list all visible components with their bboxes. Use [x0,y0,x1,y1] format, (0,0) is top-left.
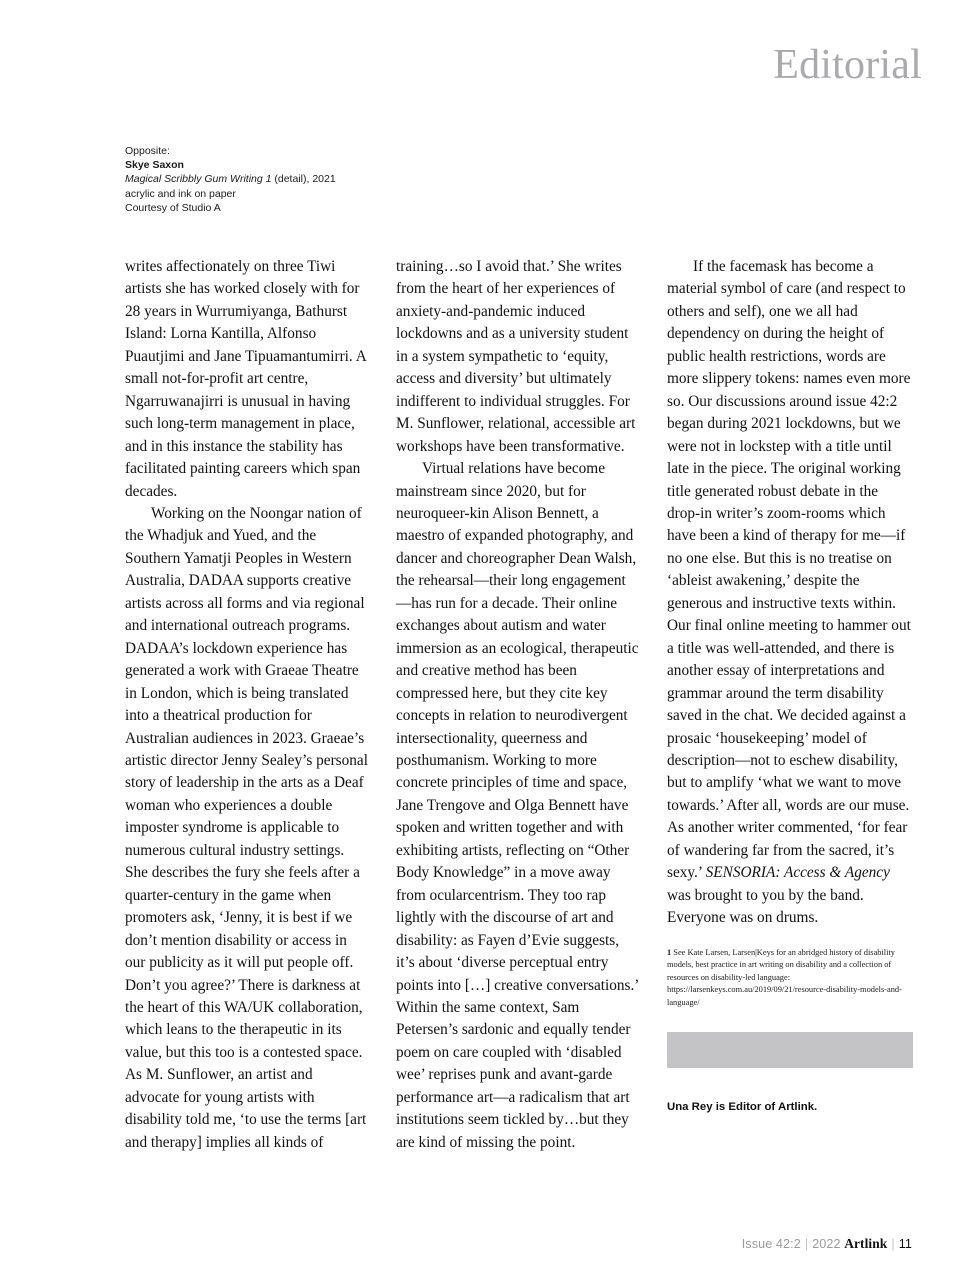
article-column-1 [125,256,370,1154]
paragraph: training…so I avoid that.’ She writes from the heart of her experiences of anxiety-and-pandemic induced lockdowns and as a university student in a system sympathetic to ‘equity, access and diversity’ but ultimately indifferent to individual struggles. For M. Sunflower, relational, accessible art workshops have been transformative. [396,258,636,455]
author-byline: Una Rey is Editor of Artlink. [667,1100,818,1113]
caption-courtesy: Courtesy of Studio A [125,201,221,214]
caption-position-label: Opposite: [125,145,170,157]
footer-separator-2: | [891,1237,895,1251]
caption-artwork-title: Magical Scribbly Gum Writing 1 [125,173,272,186]
article-column-3 [667,256,913,1154]
caption-artist-name: Skye Saxon [125,159,184,172]
footer-separator-1: | [804,1237,809,1251]
masthead [0,44,922,86]
paragraph-part-2: was brought to you by the band. Everyone was on drums. [667,886,864,927]
article-body [125,256,913,1154]
paragraph: writes affectionately on three Tiwi artists she has worked closely with for 28 years in Wurrumiyanga, Bathurst Island: Lorna Kantilla, Alfonso Puautjimi and Jane Tipuamantumirri. A small not-for-profit art centre, Ngarruwanajirri is unusual in having such long-term management in place, and in this instance the stability has facilitated painting careers which span decades. [125,258,366,500]
footer-brand: Artlink [844,1236,888,1251]
caption-artwork-detail: (detail), 2021 [271,173,336,186]
caption-artwork-line [125,172,455,186]
paragraph: Virtual relations have become mainstream since 2020, but for neuroqueer-kin Alison Bennett, a maestro of expanded photography, and dancer and choreographer Dean Walsh, the rehearsal—their long engagement—has run for a decade. Their online exchanges about autism and water immersion as an ecological, therapeutic and creative method has been compressed here, but they cite key concepts in relation to neurodivergent intersectionality, queerness and posthumanism. Working to more concrete principles of time and space, Jane Trengove and Olga Bennett have spoken and written together and with exhibiting artists, reflecting on “Other Body Knowledge” in a move away from ocularcentrism. They too rap lightly with the discourse of art and disability: as Fayen d’Evie suggests, it’s about ‘diverse perceptual entry points into […] creative conversations.’ Within the same context, Sam Petersen’s sardonic and equally tender poem on care coupled with ‘disabled wee’ reprises punk and avant-garde performance art—a radicalism that art institutions seem tickled by…but they are kind of missing the point. [396,460,639,1151]
footnote-number: 1 [667,947,672,957]
image-caption [125,144,455,215]
paragraph-part-1: If the facemask has become a material symbol of care (and respect to others and self), one we all had dependency on during the height of public health restrictions, words are more slippery tokens: names even more so. Our discussions around issue 42:2 began during 2021 lockdowns, but we were not in lockstep with a title until late in the piece. The original working title generated robust debate in the drop-in writer’s zoom-rooms which have been a kind of therapy for me—if no one else. But this is no treatise on ‘ableist awakening,’ despite the generous and instructive texts within. Our final online meeting to hammer out a title was well-attended, and there is another essay of interpretations and grammar around the term disability saved in the chat. We decided against a prosaic ‘housekeeping’ model of description—not to eschew disability, but to amplify ‘what we want to move towards.’ After all, words are our muse. As another writer commented, ‘for fear of wandering far from the sacred, it’s sexy.’ [667,258,911,882]
paragraph: Working on the Noongar nation of the Whadjuk and Yued, and the Southern Yamatji Peoples in Western Australia, DADAA supports creative artists across all forms and via regional and international outreach programs. DADAA’s lockdown experience has generated a work with Graeae Theatre in London, which is being translated into a theatrical production for Australian audiences in 2023. Graeae’s artistic director Jenny Sealey’s personal story of leadership in the arts as a Deaf woman who experiences a double imposter syndrome is applicable to numerous cultural industry settings. She describes the fury she feels after a quarter-century in the game when promoters ask, ‘Jenny, it is best if we don’t mention disability or access in our publicity as it will put people off. Don’t you agree?’ There is darkness at the heart of this WA/UK collaboration, which leans to the therapeutic in its value, but this too is a contested space. As M. Sunflower, an artist and advocate for young artists with disability told me, ‘to use the terms [art and therapy] implies all kinds of [125,504,368,1151]
image-placeholder-bar [667,1032,913,1068]
article-column-2 [396,256,641,1154]
caption-medium: acrylic and ink on paper [125,187,236,200]
paragraph [667,256,913,930]
page-footer [0,1236,912,1252]
footnote-text: See Kate Larsen, Larsen|Keys for an abridged history of disability models, best practice in art writing on disability and a collection of resources on disability-led language: https://larsenkeys.com.au/2019/09/21/resource-disability-models-and-language/ [667,947,902,1007]
footer-year: 2022 [812,1237,841,1251]
publication-title-italic: SENSORIA: Access & Agency [705,864,890,882]
page-title: Editorial [773,42,922,88]
footer-issue: Issue 42:2 [741,1237,801,1251]
footnote [667,947,905,1010]
footer-page-number: 11 [898,1237,912,1251]
